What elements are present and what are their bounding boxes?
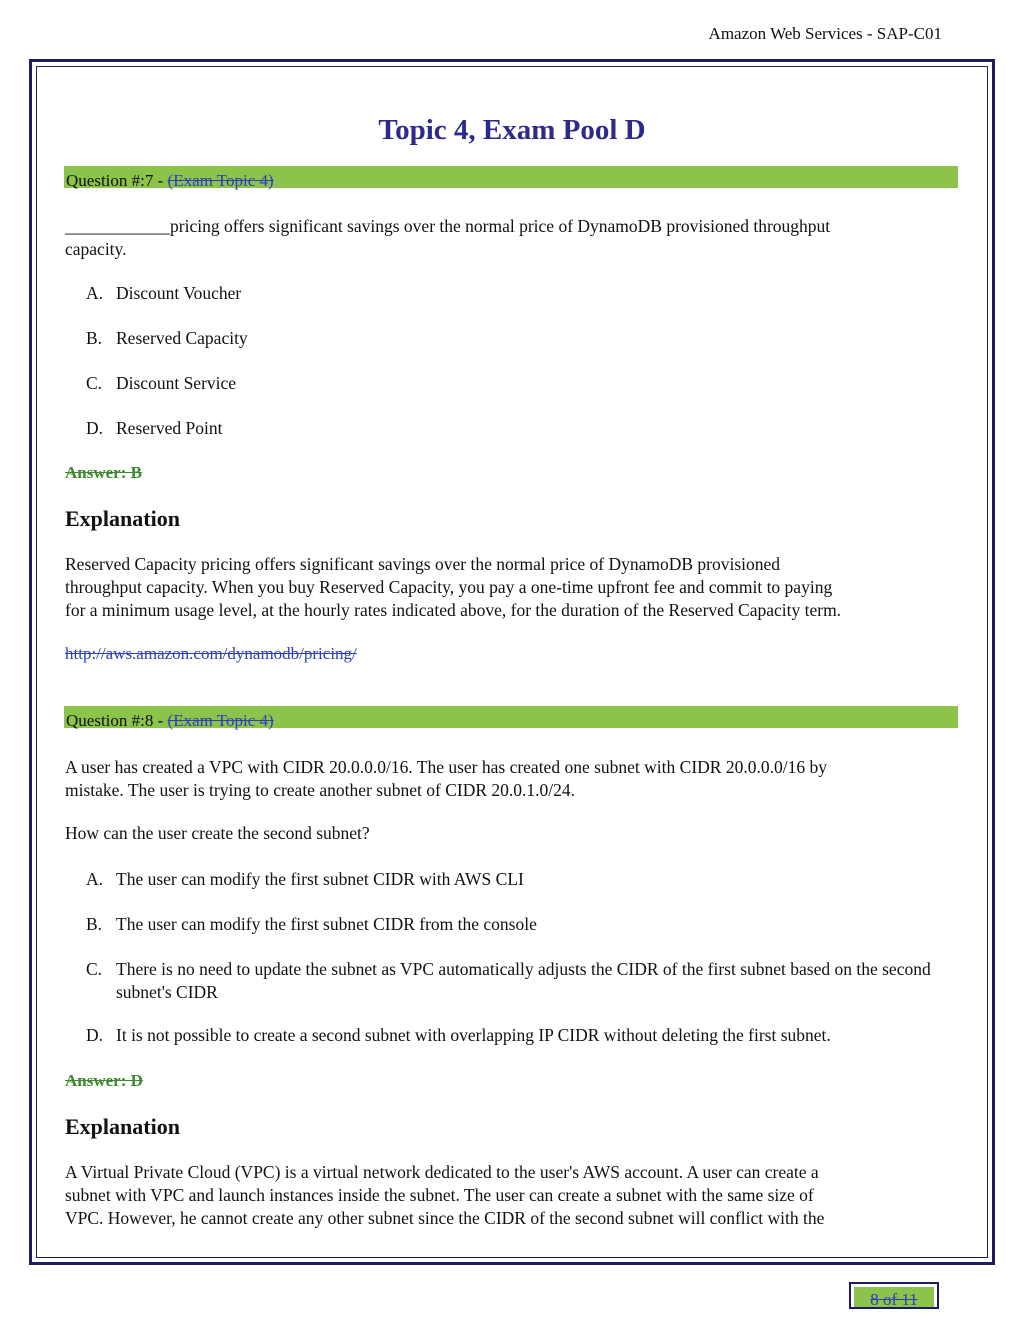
explanation-text [65, 553, 955, 622]
explanation-line: for a minimum usage level, at the hourly rates indicated above, for the duration of the Reserved Capacity term. [65, 600, 842, 620]
answer-key: Answer: B [65, 463, 142, 482]
exam-topic-link[interactable]: (Exam Topic 4) [167, 711, 274, 730]
answer-option [86, 868, 956, 891]
question-stem-line: ____________pricing offers significant savings over the normal price of DynamoDB provisioned throughput [65, 216, 831, 236]
question-label: Question #:8 - [66, 711, 168, 730]
answer-option [86, 1024, 956, 1047]
question-stem-line: mistake. The user is trying to create another subnet of CIDR 20.0.1.0/24. [65, 780, 575, 800]
option-letter: D. [86, 1025, 104, 1045]
option-letter: A. [86, 869, 104, 889]
question-stem [65, 756, 955, 802]
reference-link[interactable]: http://aws.amazon.com/dynamodb/pricing/ [65, 644, 357, 663]
answer-option [86, 372, 956, 395]
option-text: Reserved Point [116, 418, 223, 438]
option-letter: D. [86, 418, 104, 438]
option-text: There is no need to update the subnet as VPC automatically adjusts the CIDR of the first subnet based on the second subnet's CIDR [116, 959, 931, 1002]
explanation-line: VPC. However, he cannot create any other subnet since the CIDR of the second subnet will conflict with the [65, 1208, 825, 1228]
option-letter: B. [86, 328, 103, 348]
page-title: Topic 4, Exam Pool D [378, 114, 646, 146]
explanation-line: A Virtual Private Cloud (VPC) is a virtual network dedicated to the user's AWS account. A user can create a [65, 1162, 819, 1182]
option-letter: C. [86, 373, 103, 393]
question-stem-line: capacity. [65, 239, 127, 259]
answer-option [86, 282, 956, 305]
question-bar [64, 166, 958, 188]
exam-topic-link[interactable]: (Exam Topic 4) [167, 171, 274, 190]
option-text: The user can modify the first subnet CIDR with AWS CLI [116, 869, 524, 889]
page-number-box [849, 1282, 939, 1309]
option-text: Discount Service [116, 373, 237, 393]
explanation-heading: Explanation [65, 506, 180, 531]
document-header: Amazon Web Services - SAP-C01 [708, 24, 942, 43]
explanation-heading: Explanation [65, 1114, 180, 1139]
explanation-line: throughput capacity. When you buy Reserved Capacity, you pay a one-time upfront fee and commit to paying [65, 577, 833, 597]
option-letter: C. [86, 959, 103, 979]
option-text: The user can modify the first subnet CIDR from the console [116, 914, 537, 934]
question-stem-line: A user has created a VPC with CIDR 20.0.0.0/16. The user has created one subnet with CIDR 20.0.0.0/16 by [65, 757, 827, 777]
question-prompt: How can the user create the second subnet? [65, 823, 370, 843]
answer-option [86, 327, 956, 350]
option-letter: A. [86, 283, 104, 303]
answer-option [86, 417, 956, 440]
answer-option [86, 958, 956, 1004]
explanation-text [65, 1161, 955, 1230]
answer-key: Answer: D [65, 1071, 143, 1090]
option-letter: B. [86, 914, 103, 934]
explanation-line: Reserved Capacity pricing offers significant savings over the normal price of DynamoDB provisioned [65, 554, 781, 574]
option-text: Reserved Capacity [116, 328, 248, 348]
question-label: Question #:7 - [66, 171, 168, 190]
option-text: Discount Voucher [116, 283, 242, 303]
question-stem [65, 215, 955, 261]
option-text: It is not possible to create a second subnet with overlapping IP CIDR without deleting the first subnet. [116, 1025, 831, 1045]
explanation-line: subnet with VPC and launch instances inside the subnet. The user can create a subnet with the same size of [65, 1185, 814, 1205]
question-bar [64, 706, 958, 728]
answer-option [86, 913, 956, 936]
page-number: 8 of 11 [854, 1287, 934, 1307]
